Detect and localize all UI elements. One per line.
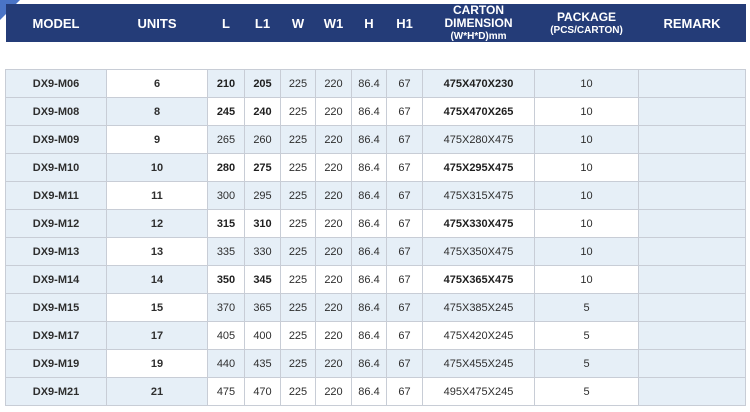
header-l1: L1 [245, 4, 281, 42]
cell-l1: 400 [245, 322, 281, 350]
cell-units: 21 [107, 378, 208, 406]
header-w1: W1 [316, 4, 352, 42]
header-l: L [208, 4, 245, 42]
cell-model: DX9-M17 [6, 322, 107, 350]
cell-h: 86.4 [352, 238, 387, 266]
cell-h: 86.4 [352, 210, 387, 238]
cell-model: DX9-M12 [6, 210, 107, 238]
table-row [6, 98, 746, 126]
cell-w: 225 [281, 378, 316, 406]
cell-w1: 220 [316, 238, 352, 266]
cell-w: 225 [281, 322, 316, 350]
cell-l1: 205 [245, 70, 281, 98]
cell-h1: 67 [387, 182, 423, 210]
header-model: MODEL [6, 4, 107, 42]
header-carton-title: CARTON DIMENSION [444, 3, 513, 30]
header-package-title: PACKAGE [556, 9, 617, 24]
cell-l: 335 [208, 238, 245, 266]
cell-w1: 220 [316, 294, 352, 322]
cell-h1: 67 [387, 126, 423, 154]
cell-model: DX9-M06 [6, 70, 107, 98]
header-carton-unit: (W*H*D)mm [450, 31, 507, 42]
cell-carton: 475X295X475 [423, 154, 535, 182]
cell-h1: 67 [387, 210, 423, 238]
cell-w: 225 [281, 294, 316, 322]
cell-package: 5 [535, 322, 639, 350]
cell-h: 86.4 [352, 154, 387, 182]
cell-l1: 470 [245, 378, 281, 406]
cell-w1: 220 [316, 378, 352, 406]
cell-l: 405 [208, 322, 245, 350]
cell-model: DX9-M15 [6, 294, 107, 322]
cell-h1: 67 [387, 238, 423, 266]
cell-h: 86.4 [352, 126, 387, 154]
cell-l: 370 [208, 294, 245, 322]
header-units: UNITS [107, 4, 208, 42]
cell-carton: 475X470X230 [423, 70, 535, 98]
cell-units: 10 [107, 154, 208, 182]
cell-package: 10 [535, 154, 639, 182]
cell-w: 225 [281, 154, 316, 182]
cell-h: 86.4 [352, 182, 387, 210]
cell-l: 475 [208, 378, 245, 406]
cell-l1: 345 [245, 266, 281, 294]
cell-model: DX9-M11 [6, 182, 107, 210]
cell-h1: 67 [387, 350, 423, 378]
cell-remark [639, 182, 746, 210]
cell-w1: 220 [316, 322, 352, 350]
cell-package: 10 [535, 70, 639, 98]
cell-package: 10 [535, 238, 639, 266]
cell-h: 86.4 [352, 378, 387, 406]
cell-h: 86.4 [352, 98, 387, 126]
cell-w: 225 [281, 126, 316, 154]
cell-l: 315 [208, 210, 245, 238]
cell-l: 265 [208, 126, 245, 154]
cell-h1: 67 [387, 378, 423, 406]
cell-l1: 260 [245, 126, 281, 154]
cell-model: DX9-M14 [6, 266, 107, 294]
cell-w: 225 [281, 210, 316, 238]
cell-l1: 275 [245, 154, 281, 182]
cell-carton: 475X280X475 [423, 126, 535, 154]
cell-model: DX9-M10 [6, 154, 107, 182]
cell-package: 10 [535, 126, 639, 154]
table-row [6, 182, 746, 210]
cell-carton: 495X475X245 [423, 378, 535, 406]
cell-package: 10 [535, 266, 639, 294]
header-h: H [352, 4, 387, 42]
table-row [6, 350, 746, 378]
cell-remark [639, 238, 746, 266]
cell-w1: 220 [316, 210, 352, 238]
cell-l: 440 [208, 350, 245, 378]
cell-units: 9 [107, 126, 208, 154]
table-row [6, 294, 746, 322]
cell-remark [639, 322, 746, 350]
cell-units: 13 [107, 238, 208, 266]
cell-carton: 475X420X245 [423, 322, 535, 350]
cell-h: 86.4 [352, 266, 387, 294]
cell-carton: 475X385X245 [423, 294, 535, 322]
table-row [6, 266, 746, 294]
header-package-unit: (PCS/CARTON) [550, 24, 623, 36]
cell-remark [639, 266, 746, 294]
cell-carton: 475X330X475 [423, 210, 535, 238]
cell-l1: 435 [245, 350, 281, 378]
cell-w1: 220 [316, 350, 352, 378]
cell-h1: 67 [387, 154, 423, 182]
cell-l1: 310 [245, 210, 281, 238]
cell-l1: 365 [245, 294, 281, 322]
cell-model: DX9-M13 [6, 238, 107, 266]
cell-units: 12 [107, 210, 208, 238]
spec-table [5, 4, 746, 406]
cell-w: 225 [281, 350, 316, 378]
table-row [6, 322, 746, 350]
cell-l: 280 [208, 154, 245, 182]
header-remark: REMARK [639, 4, 746, 42]
cell-units: 8 [107, 98, 208, 126]
cell-units: 11 [107, 182, 208, 210]
cell-units: 19 [107, 350, 208, 378]
header-w: W [281, 4, 316, 42]
cell-model: DX9-M08 [6, 98, 107, 126]
cell-remark [639, 126, 746, 154]
table-row [6, 126, 746, 154]
table-body [6, 42, 746, 406]
cell-l: 210 [208, 70, 245, 98]
cell-package: 10 [535, 182, 639, 210]
cell-remark [639, 98, 746, 126]
cell-units: 17 [107, 322, 208, 350]
cell-w: 225 [281, 182, 316, 210]
cell-h: 86.4 [352, 294, 387, 322]
cell-h: 86.4 [352, 70, 387, 98]
cell-l: 350 [208, 266, 245, 294]
cell-remark [639, 210, 746, 238]
cell-remark [639, 350, 746, 378]
spacer-row [6, 42, 746, 70]
header-package [535, 4, 639, 42]
table-row [6, 154, 746, 182]
cell-h1: 67 [387, 322, 423, 350]
cell-w: 225 [281, 266, 316, 294]
cell-units: 15 [107, 294, 208, 322]
cell-l: 245 [208, 98, 245, 126]
cell-model: DX9-M19 [6, 350, 107, 378]
cell-w: 225 [281, 98, 316, 126]
cell-carton: 475X365X475 [423, 266, 535, 294]
cell-l1: 330 [245, 238, 281, 266]
spacer-cell [6, 42, 746, 70]
cell-package: 10 [535, 98, 639, 126]
cell-h: 86.4 [352, 350, 387, 378]
cell-w: 225 [281, 70, 316, 98]
header-h1: H1 [387, 4, 423, 42]
cell-w1: 220 [316, 70, 352, 98]
table-row [6, 210, 746, 238]
cell-remark [639, 154, 746, 182]
cell-units: 6 [107, 70, 208, 98]
cell-package: 5 [535, 294, 639, 322]
cell-w1: 220 [316, 182, 352, 210]
cell-remark [639, 378, 746, 406]
cell-h1: 67 [387, 266, 423, 294]
cell-h1: 67 [387, 70, 423, 98]
cell-remark [639, 70, 746, 98]
cell-carton: 475X455X245 [423, 350, 535, 378]
cell-package: 5 [535, 378, 639, 406]
cell-package: 5 [535, 350, 639, 378]
cell-carton: 475X350X475 [423, 238, 535, 266]
table-row [6, 378, 746, 406]
table-row [6, 70, 746, 98]
cell-model: DX9-M21 [6, 378, 107, 406]
cell-l1: 240 [245, 98, 281, 126]
cell-h1: 67 [387, 294, 423, 322]
cell-w1: 220 [316, 154, 352, 182]
table-row [6, 238, 746, 266]
cell-carton: 475X470X265 [423, 98, 535, 126]
cell-carton: 475X315X475 [423, 182, 535, 210]
cell-units: 14 [107, 266, 208, 294]
header-carton-dimension [423, 4, 535, 42]
cell-remark [639, 294, 746, 322]
cell-w1: 220 [316, 126, 352, 154]
cell-w: 225 [281, 238, 316, 266]
cell-h1: 67 [387, 98, 423, 126]
cell-h: 86.4 [352, 322, 387, 350]
cell-package: 10 [535, 210, 639, 238]
cell-w1: 220 [316, 98, 352, 126]
cell-l1: 295 [245, 182, 281, 210]
cell-model: DX9-M09 [6, 126, 107, 154]
header-row [6, 4, 746, 42]
cell-w1: 220 [316, 266, 352, 294]
cell-l: 300 [208, 182, 245, 210]
